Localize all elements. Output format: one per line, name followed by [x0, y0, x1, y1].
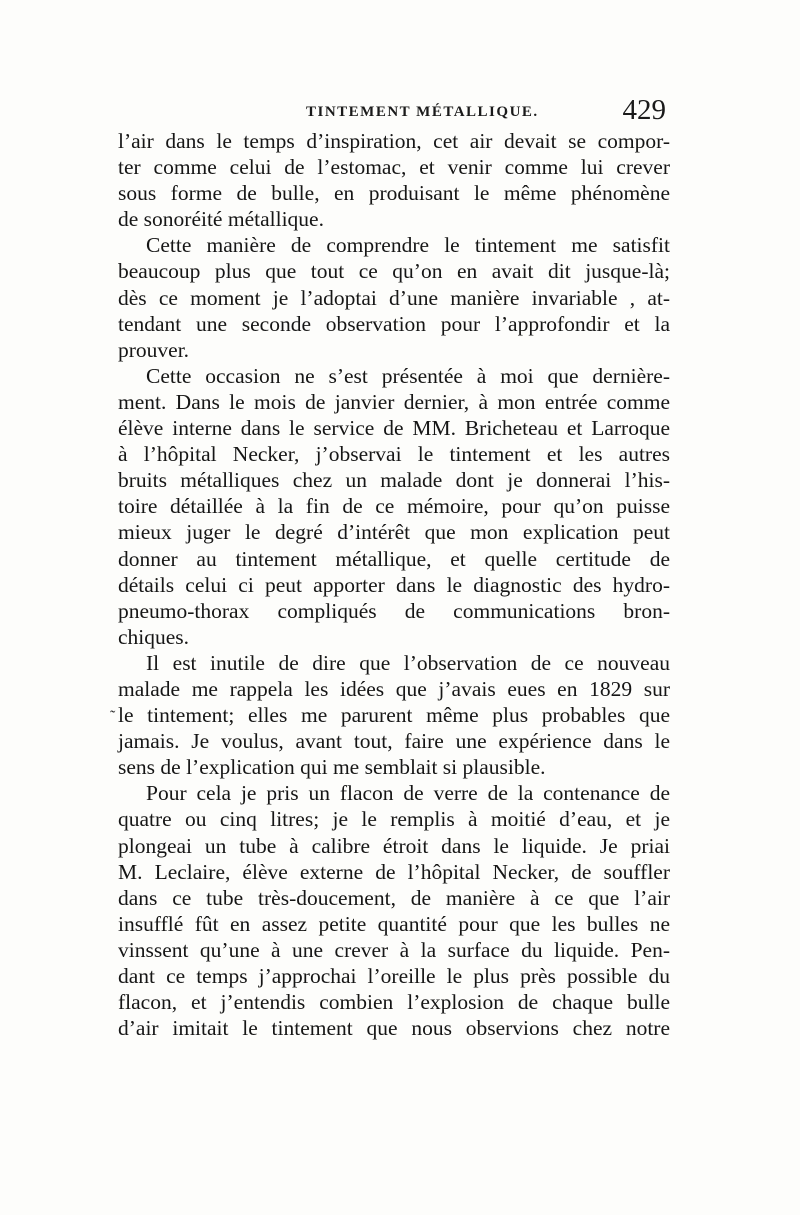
- text-line: [118, 806, 670, 832]
- text-line: [118, 232, 670, 258]
- text-line: [118, 258, 670, 284]
- line-text: dès ce moment je l’adoptai d’une manière invariable , at-: [118, 285, 670, 310]
- text-line: [118, 937, 670, 963]
- text-line: [118, 493, 670, 519]
- line-text: chiques.: [118, 624, 190, 649]
- text-line: [118, 989, 670, 1015]
- line-text: le tintement; elles me parurent même plus probables que: [118, 703, 670, 728]
- text-line: [118, 363, 670, 389]
- text-line: [118, 780, 670, 806]
- text-line: [118, 963, 670, 989]
- running-title: TINTEMENT MÉTALLIQUE.: [306, 104, 539, 120]
- text-line: [118, 128, 670, 154]
- line-text: l’air dans le temps d’inspiration, cet air devait se compor-: [118, 129, 670, 153]
- line-text: détails celui ci peut apporter dans le diagnostic des hydro-: [118, 572, 670, 597]
- text-line: [118, 754, 670, 780]
- line-text: Cette manière de comprendre le tintement me satisfit: [146, 233, 670, 258]
- line-text: beaucoup plus que tout ce qu’on en avait dit jusque-là;: [118, 259, 670, 284]
- text-line: [118, 676, 670, 702]
- text-line: [118, 598, 670, 624]
- text-line: [118, 859, 670, 885]
- line-text: mieux juger le degré d’intérêt que mon explication peut: [118, 520, 670, 545]
- text-line: [118, 624, 670, 650]
- line-text: jamais. Je voulus, avant tout, faire une expérience dans le: [118, 729, 670, 754]
- text-line: [118, 415, 670, 441]
- text-line: [118, 389, 670, 415]
- line-text: sens de l’explication qui me semblait si plausible.: [118, 755, 546, 780]
- text-line: [118, 285, 670, 311]
- text-line: [118, 337, 670, 363]
- text-line: [118, 572, 670, 598]
- text-line: [118, 1015, 670, 1041]
- line-text: ment. Dans le mois de janvier dernier, à mon entrée comme: [118, 389, 670, 414]
- text-line: [118, 650, 670, 676]
- text-line: [118, 546, 670, 572]
- line-text: d’air imitait le tintement que nous observions chez notre: [118, 1016, 670, 1041]
- text-line: [118, 833, 670, 859]
- line-text: Pour cela je pris un flacon de verre de la contenance de: [146, 781, 670, 806]
- line-text: quatre ou cinq litres; je le remplis à moitié d’eau, et je: [118, 807, 670, 832]
- line-text: dans ce tube très-doucement, de manière à ce que l’air: [118, 885, 670, 910]
- line-text: vinssent qu’une à une crever à la surface du liquide. Pen-: [118, 937, 670, 962]
- text-line: [110, 702, 670, 728]
- line-text: tendant une seconde observation pour l’approfondir et la: [118, 311, 670, 336]
- line-text: ter comme celui de l’estomac, et venir comme lui crever: [118, 155, 670, 180]
- margin-mark: ˜: [110, 708, 116, 726]
- line-text: flacon, et j’entendis combien l’explosion de chaque bulle: [118, 990, 670, 1015]
- line-text: dant ce temps j’approchai l’oreille le plus près possible du: [118, 964, 670, 988]
- text-line: [118, 311, 670, 337]
- line-text: insufflé fût en assez petite quantité pour que les bulles ne: [118, 911, 670, 936]
- line-text: M. Leclaire, élève externe de l’hôpital Necker, de souffler: [118, 859, 670, 884]
- line-text: Cette occasion ne s’est présentée à moi que dernière-: [146, 363, 670, 388]
- text-line: [118, 154, 670, 180]
- line-text: toire détaillée à la fin de ce mémoire, pour qu’on puisse: [118, 494, 670, 519]
- text-line: [118, 885, 670, 911]
- line-text: à l’hôpital Necker, j’observai le tintement et les autres: [118, 442, 670, 467]
- line-text: Il est inutile de dire que l’observation de ce nouveau: [146, 650, 670, 675]
- line-text: élève interne dans le service de MM. Bricheteau et Larroque: [118, 416, 670, 441]
- line-text: bruits métalliques chez un malade dont je donnerai l’his-: [118, 468, 670, 493]
- body-text: [110, 128, 670, 1041]
- line-text: donner au tintement métallique, et quelle certitude de: [118, 546, 670, 571]
- page-number: 429: [622, 94, 666, 126]
- text-line: [118, 519, 670, 545]
- text-line: [118, 728, 670, 754]
- line-text: malade me rappela les idées que j’avais eues en 1829 sur: [118, 676, 670, 701]
- text-line: [118, 206, 670, 232]
- line-text: sous forme de bulle, en produisant le même phénomène: [118, 181, 670, 206]
- text-line: [118, 911, 670, 937]
- text-line: [118, 441, 670, 467]
- line-text: pneumo-thorax compliqués de communications bron-: [118, 598, 670, 623]
- line-text: plongeai un tube à calibre étroit dans le liquide. Je priai: [118, 833, 670, 858]
- text-line: [118, 180, 670, 206]
- line-text: prouver.: [118, 337, 190, 362]
- text-line: [118, 467, 670, 493]
- line-text: de sonoréité métallique.: [118, 207, 324, 232]
